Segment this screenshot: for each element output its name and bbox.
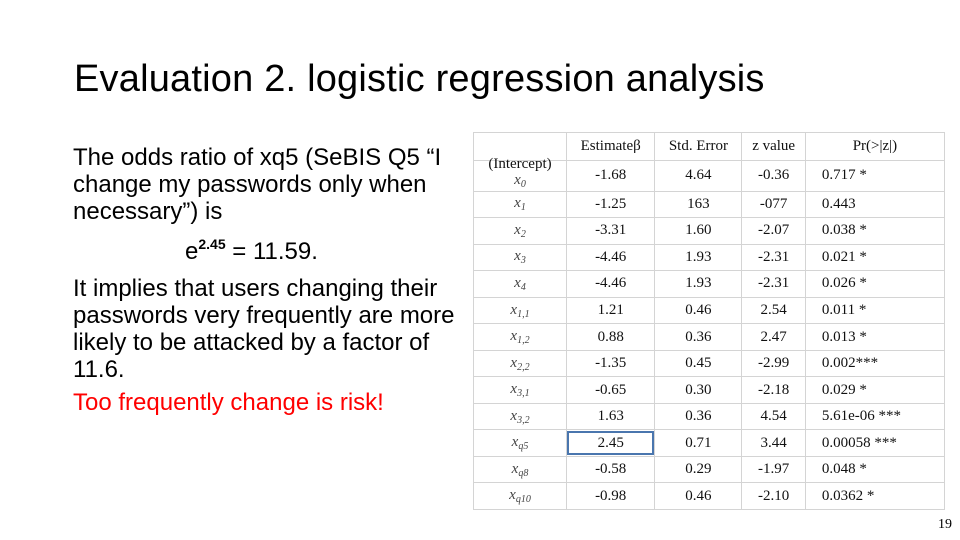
p-value-cell: 0.002*** [805,350,944,377]
variable-cell [474,456,567,483]
table-row [474,377,945,404]
estimate-cell: -4.46 [566,271,654,298]
z-value-cell: -2.18 [742,377,805,404]
variable-cell [474,244,567,271]
p-value-cell: 0.026 * [805,271,944,298]
estimate-cell: -0.58 [566,456,654,483]
variable-subscript: 2 [520,228,526,240]
estimate-cell: 0.88 [566,324,654,351]
variable-name: x [510,354,518,371]
std-error-cell: 1.60 [655,218,742,245]
p-value-cell: 0.029 * [805,377,944,404]
header-z-value: z value [742,133,805,161]
formula-base: e [185,238,199,265]
slide-title: Evaluation 2. logistic regression analysis [74,58,765,100]
variable-name: x [510,301,518,318]
estimate-cell: -3.31 [566,218,654,245]
variable-name: x [511,434,519,451]
estimate-cell: -0.98 [566,483,654,510]
intercept-label: (Intercept) [488,156,552,173]
estimate-cell: 1.63 [566,403,654,430]
variable-name: x [514,221,521,238]
p-value-cell: 0.048 * [805,456,944,483]
variable-cell [474,156,567,192]
header-std-error: Std. Error [655,133,742,161]
table-row [474,403,945,430]
variable-name: x [510,407,518,424]
header-estimate: Estimateβ [566,133,654,161]
variable-subscript: 1 [520,202,526,214]
variable-cell [474,324,567,351]
variable-cell [474,350,567,377]
variable-cell [474,377,567,404]
variable-subscript: q8 [518,467,529,479]
table-row [474,456,945,483]
estimate-cell: -1.68 [566,161,654,192]
p-value-cell: 0.013 * [805,324,944,351]
std-error-cell: 0.30 [655,377,742,404]
variable-name: x [510,328,518,345]
std-error-cell: 0.36 [655,324,742,351]
table-body [474,156,945,510]
p-value-cell: 0.443 [805,191,944,218]
variable-subscript: 1,1 [517,308,530,320]
variable-cell [474,403,567,430]
table-row [474,244,945,271]
variable-cell [474,271,567,298]
estimate-cell: -4.46 [566,244,654,271]
variable-cell [474,191,567,218]
estimate-cell: 2.45 [566,430,654,457]
variable-subscript: 3,1 [517,388,530,400]
variable-name: x [509,487,516,504]
variable-name: x [514,274,521,291]
variable-cell [474,483,567,510]
variable-subscript: 3,2 [517,414,530,426]
estimate-cell: -1.25 [566,191,654,218]
odds-ratio-text: The odds ratio of xq5 (SeBIS Q5 “I change my passwords only when necessary”) is [73,144,442,225]
std-error-cell: 1.93 [655,244,742,271]
std-error-cell: 0.45 [655,350,742,377]
z-value-cell: -2.10 [742,483,805,510]
z-value-cell: -077 [742,191,805,218]
z-value-cell: -2.07 [742,218,805,245]
header-p-value: Pr(>|z|) [805,133,944,161]
p-value-cell: 0.038 * [805,218,944,245]
variable-name: x [511,460,519,477]
variable-name: x [514,248,521,265]
p-value-cell: 0.717 * [805,161,944,192]
std-error-cell: 0.46 [655,297,742,324]
body-text [73,144,468,422]
table-row [474,297,945,324]
table-row [474,191,945,218]
risk-callout: Too frequently change is risk! [73,389,384,416]
table-row [474,483,945,510]
std-error-cell: 0.46 [655,483,742,510]
std-error-cell: 4.64 [655,161,742,192]
std-error-cell: 0.71 [655,430,742,457]
table-row [474,271,945,298]
regression-table [473,132,945,510]
variable-cell [474,218,567,245]
variable-name: x [510,381,518,398]
variable-subscript: 0 [520,179,526,191]
variable-subscript: q5 [518,441,529,453]
p-value-cell: 5.61e-06 *** [805,403,944,430]
variable-subscript: 2,2 [517,361,530,373]
table-row [474,161,945,192]
variable-subscript: 3 [520,255,526,267]
variable-name: x [514,195,521,212]
page-number: 19 [938,517,952,532]
variable-cell [474,430,567,457]
p-value-cell: 0.00058 *** [805,430,944,457]
table-row [474,324,945,351]
z-value-cell: -2.99 [742,350,805,377]
p-value-cell: 0.011 * [805,297,944,324]
std-error-cell: 0.36 [655,403,742,430]
variable-subscript: 1,2 [517,335,530,347]
z-value-cell: 3.44 [742,430,805,457]
estimate-cell: -0.65 [566,377,654,404]
std-error-cell: 1.93 [655,271,742,298]
variable-subscript: 4 [520,281,526,293]
formula-exponent: 2.45 [198,236,226,252]
z-value-cell: 4.54 [742,403,805,430]
p-value-cell: 0.021 * [805,244,944,271]
z-value-cell: 2.47 [742,324,805,351]
std-error-cell: 163 [655,191,742,218]
z-value-cell: -0.36 [742,161,805,192]
p-value-cell: 0.0362 * [805,483,944,510]
odds-ratio-formula [73,231,468,265]
variable-subscript: q10 [515,494,531,506]
z-value-cell: -2.31 [742,271,805,298]
variable-cell [474,297,567,324]
implication-text: It implies that users changing their passwords very frequently are more likely to be attacked by a factor of 11.6. [73,275,455,383]
z-value-cell: 2.54 [742,297,805,324]
table-row [474,430,945,457]
std-error-cell: 0.29 [655,456,742,483]
estimate-cell: 1.21 [566,297,654,324]
table-row [474,218,945,245]
estimate-cell: -1.35 [566,350,654,377]
z-value-cell: -2.31 [742,244,805,271]
formula-result: = 11.59. [225,238,318,265]
z-value-cell: -1.97 [742,456,805,483]
table-row [474,350,945,377]
variable-name: x [514,172,521,189]
